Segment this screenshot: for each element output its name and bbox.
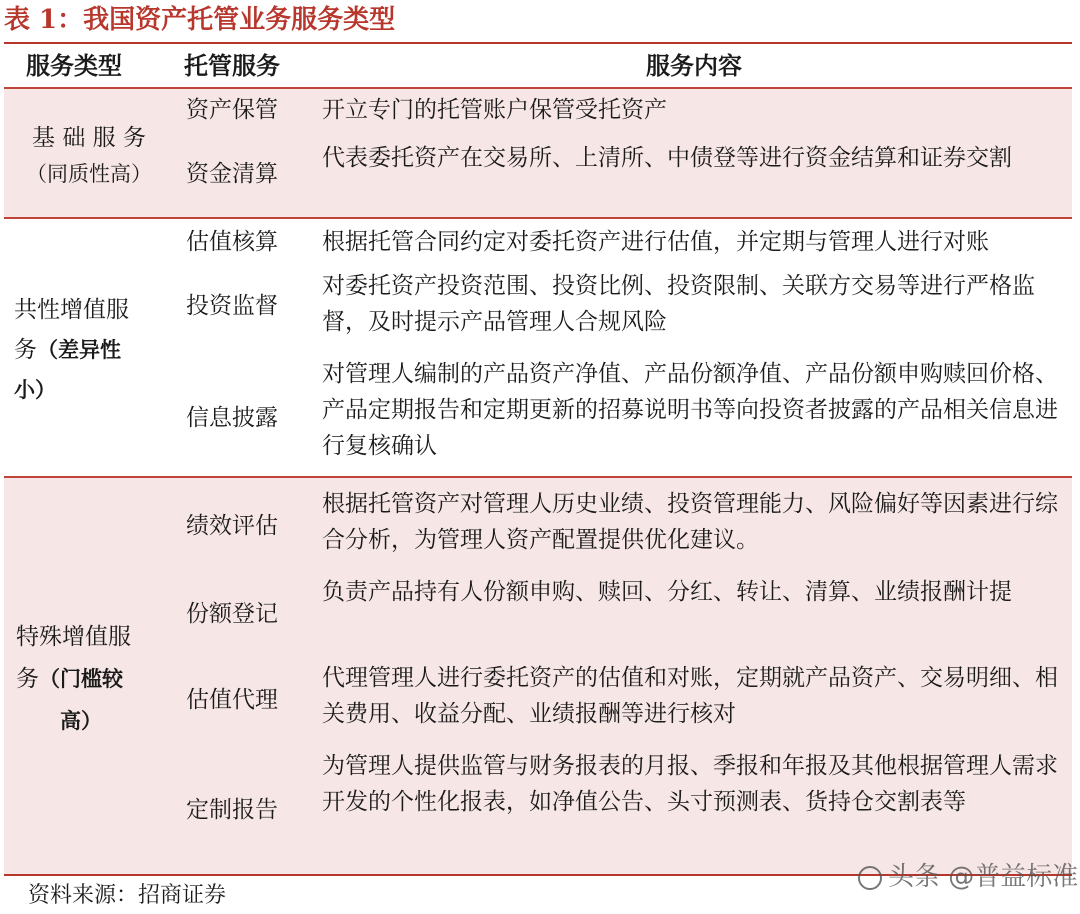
type-basic bbox=[4, 120, 174, 192]
service-content: 根据托管合同约定对委托资产进行估值，并定期与管理人进行对账 bbox=[322, 229, 989, 255]
service-content: 对委托资产投资范围、投资比例、投资限制、关联方交易等进行严格监督，及时提示产品管理人合规风险 bbox=[322, 273, 1035, 335]
watermark-text: 头条 @普益标准 bbox=[888, 862, 1079, 892]
type-common-line2b: （差异性 bbox=[37, 338, 121, 362]
type-special-line2a: 务 bbox=[16, 666, 39, 692]
table-title: 表 1：我国资产托管业务服务类型 bbox=[4, 5, 396, 35]
type-common-line3: 小） bbox=[14, 378, 56, 402]
service-content: 开立专门的托管账户保管受托资产 bbox=[322, 97, 667, 123]
service-name: 估值核算 bbox=[186, 229, 278, 255]
service-content: 根据托管资产对管理人历史业绩、投资管理能力、风险偏好等因素进行综合分析，为管理人资产配置提供优化建议。 bbox=[322, 491, 1058, 553]
service-name: 信息披露 bbox=[186, 405, 278, 431]
type-special bbox=[16, 616, 186, 742]
service-name: 投资监督 bbox=[186, 293, 278, 319]
service-content: 代表委托资产在交易所、上清所、中债登等进行资金结算和证券交割 bbox=[322, 145, 1012, 171]
service-content: 代理管理人进行委托资产的估值和对账，定期就产品资产、交易明细、相关费用、收益分配、业绩报酬等进行核对 bbox=[322, 665, 1058, 727]
service-content: 为管理人提供监管与财务报表的月报、季报和年报及其他根据管理人需求开发的个性化报表，如净值公告、头寸预测表、货持仓交割表等 bbox=[322, 753, 1058, 815]
service-name: 定制报告 bbox=[186, 797, 278, 823]
type-common-line2a: 务 bbox=[14, 337, 37, 363]
service-name: 资金清算 bbox=[186, 161, 278, 187]
type-basic-main: 基 础 服 务 bbox=[32, 125, 146, 151]
type-basic-sub: （同质性高） bbox=[26, 162, 152, 186]
header-service-type: 服务类型 bbox=[26, 52, 122, 80]
service-name: 资产保管 bbox=[186, 97, 278, 123]
service-name: 绩效评估 bbox=[186, 513, 278, 539]
watermark-icon bbox=[858, 866, 882, 890]
type-special-line2b: （门槛较 bbox=[39, 667, 123, 691]
group-divider bbox=[4, 217, 1072, 219]
type-special-line3: 高） bbox=[60, 709, 102, 733]
service-name: 估值代理 bbox=[186, 687, 278, 713]
source-note: 资料来源：招商证券 bbox=[28, 883, 227, 908]
header-custody-service: 托管服务 bbox=[184, 52, 280, 80]
table-header bbox=[4, 44, 1072, 88]
type-common-line1: 共性增值服 bbox=[14, 297, 129, 323]
watermark bbox=[858, 856, 1078, 893]
type-special-line1: 特殊增值服 bbox=[16, 624, 131, 650]
service-content: 负责产品持有人份额申购、赎回、分红、转让、清算、业绩报酬计提 bbox=[322, 579, 1012, 605]
service-name: 份额登记 bbox=[186, 601, 278, 627]
service-content: 对管理人编制的产品资产净值、产品份额净值、产品份额申购赎回价格、产品定期报告和定期更新的招募说明书等向投资者披露的产品相关信息进行复核确认 bbox=[322, 361, 1058, 459]
type-common bbox=[14, 290, 184, 410]
header-service-content: 服务内容 bbox=[646, 52, 742, 80]
